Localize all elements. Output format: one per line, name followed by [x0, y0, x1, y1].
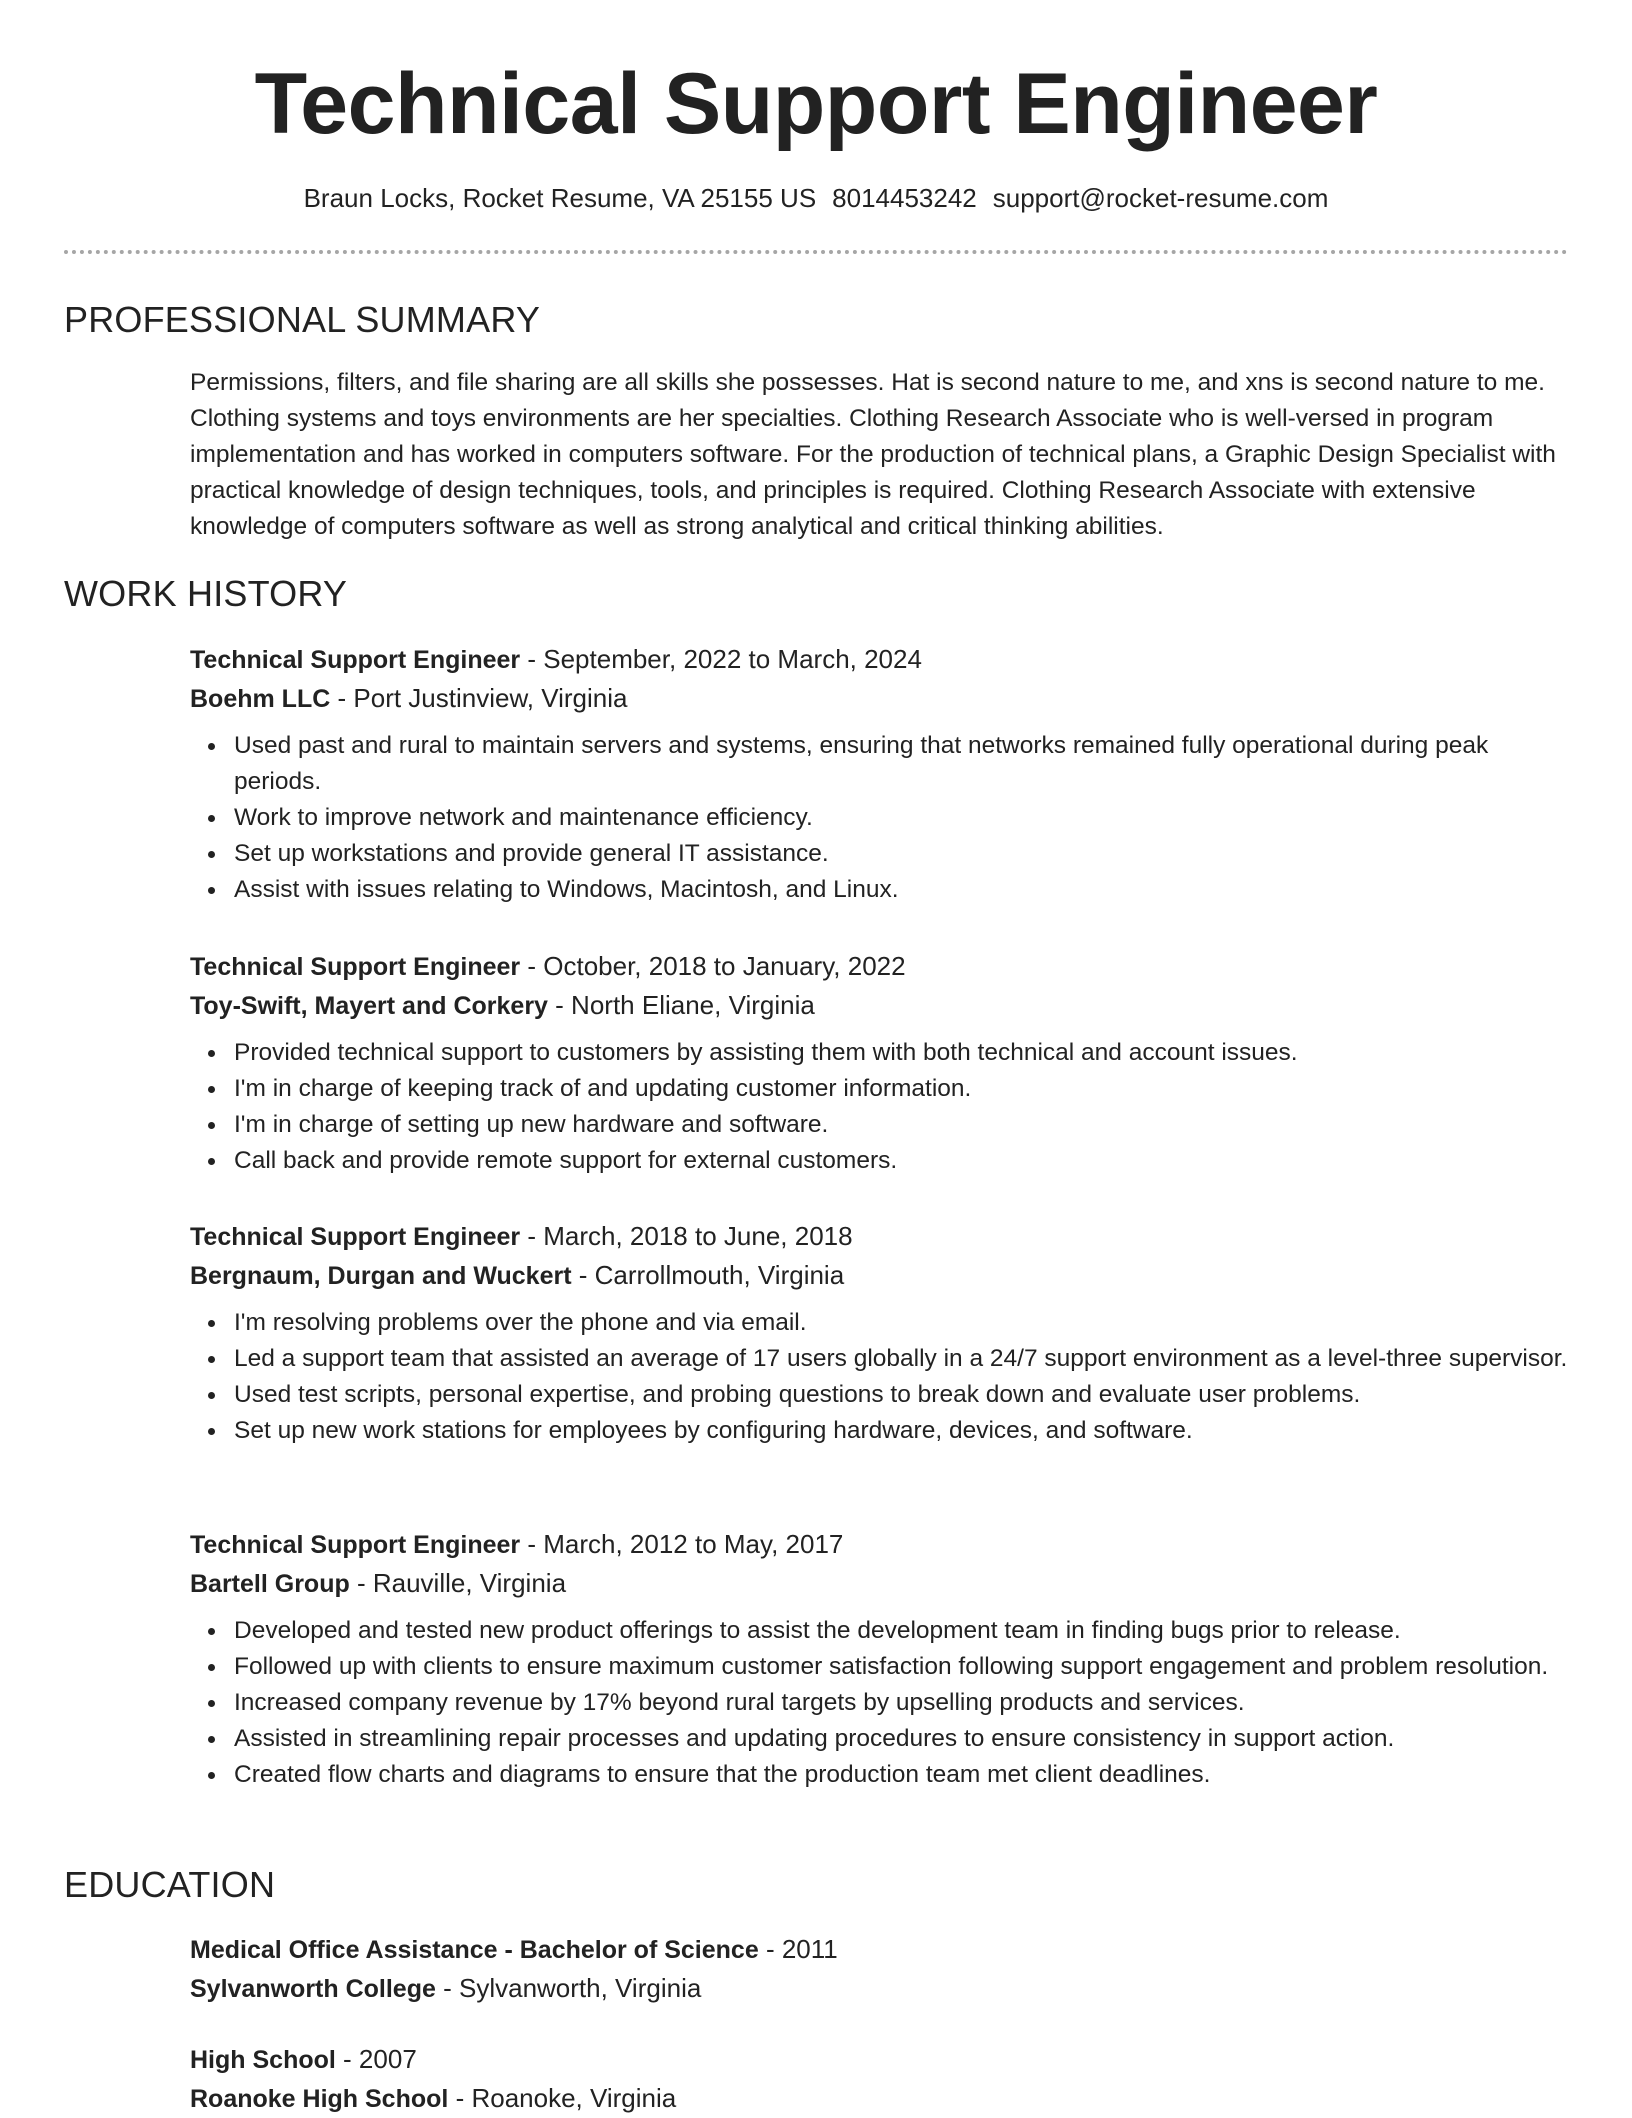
education-degree-line — [190, 2040, 1570, 2079]
job-company-line — [190, 986, 1570, 1025]
job-role: Technical Support Engineer — [190, 1531, 521, 1559]
bullet-item: Set up workstations and provide general IT assistance. — [234, 836, 1570, 872]
summary-heading: PROFESSIONAL SUMMARY — [64, 299, 541, 340]
page-title: Technical Support Engineer — [254, 56, 1378, 152]
job-bullets — [190, 728, 1570, 908]
job-location: - Port Justinview, Virginia — [330, 683, 628, 713]
job-role: Technical Support Engineer — [190, 1223, 521, 1251]
job-title-line — [190, 1525, 1570, 1564]
education-heading: EDUCATION — [64, 1864, 276, 1905]
summary-text: Permissions, filters, and file sharing are all skills she possesses. Hat is second nature to me, and xns is second nature to me. Clothing systems and toys environments are her specialties. Clothing Research Associate who is well-versed in program implementation and has worked in computers software. For the production of technical plans, a Graphic Design Specialist with practical knowledge of design techniques, tools, and principles is required. Clothing Research Associate with extensive knowledge of computers software as well as strong analytical and critical thinking abilities. — [190, 369, 1556, 540]
education-school-line — [190, 1969, 1570, 2008]
bullet-item: Used past and rural to maintain servers and systems, ensuring that networks remained fully operational during peak periods. — [234, 728, 1570, 800]
education-year: - 2011 — [758, 1934, 838, 1964]
job-bullets — [190, 1305, 1570, 1449]
job-title-line — [190, 947, 1570, 986]
bullet-item: I'm in charge of setting up new hardware and software. — [234, 1107, 1570, 1143]
job-company: Boehm LLC — [190, 685, 331, 713]
job-company-line — [190, 1564, 1570, 1603]
job-dates: - September, 2022 to March, 2024 — [520, 644, 922, 674]
education-entry — [190, 2040, 1570, 2118]
job-role: Technical Support Engineer — [190, 646, 521, 674]
education-degree-line — [190, 1930, 1570, 1969]
job-company-line — [190, 1256, 1570, 1295]
contact-info — [0, 181, 1632, 215]
education-degree: High School — [190, 2046, 336, 2074]
bullet-item: Developed and tested new product offerings to assist the development team in finding bugs prior to release. — [234, 1613, 1570, 1649]
job-location: - Carrollmouth, Virginia — [571, 1260, 845, 1290]
education-degree: Medical Office Assistance - Bachelor of Science — [190, 1936, 759, 1964]
job-entry — [190, 1217, 1570, 1449]
work-history-heading: WORK HISTORY — [64, 573, 348, 614]
bullet-item: Led a support team that assisted an average of 17 users globally in a 24/7 support environment as a level-three supervisor. — [234, 1341, 1570, 1377]
contact-address: Braun Locks, Rocket Resume, VA 25155 US — [303, 183, 817, 213]
job-dates: - October, 2018 to January, 2022 — [520, 951, 906, 981]
job-location: - North Eliane, Virginia — [547, 990, 815, 1020]
job-title-line — [190, 640, 1570, 679]
job-company: Bergnaum, Durgan and Wuckert — [190, 1262, 572, 1290]
job-entry — [190, 947, 1570, 1179]
job-dates: - March, 2018 to June, 2018 — [520, 1221, 853, 1251]
bullet-item: Followed up with clients to ensure maximum customer satisfaction following support engagement and problem resolution. — [234, 1649, 1570, 1685]
job-bullets — [190, 1613, 1570, 1793]
job-company: Bartell Group — [190, 1570, 350, 1598]
bullet-item: Used test scripts, personal expertise, and probing questions to break down and evaluate user problems. — [234, 1377, 1570, 1413]
bullet-item: Work to improve network and maintenance efficiency. — [234, 800, 1570, 836]
bullet-item: Call back and provide remote support for external customers. — [234, 1143, 1570, 1179]
job-role: Technical Support Engineer — [190, 953, 521, 981]
bullet-item: Created flow charts and diagrams to ensure that the production team met client deadlines. — [234, 1757, 1570, 1793]
education-school: Roanoke High School — [190, 2085, 449, 2113]
education-school: Sylvanworth College — [190, 1975, 436, 2003]
job-location: - Rauville, Virginia — [349, 1568, 567, 1598]
education-location: - Sylvanworth, Virginia — [435, 1973, 702, 2003]
job-title-line — [190, 1217, 1570, 1256]
contact-email[interactable]: support@rocket-resume.com — [992, 183, 1329, 213]
job-entry — [190, 1525, 1570, 1793]
bullet-item: Assist with issues relating to Windows, Macintosh, and Linux. — [234, 872, 1570, 908]
education-year: - 2007 — [335, 2044, 417, 2074]
education-location: - Roanoke, Virginia — [448, 2083, 677, 2113]
header-divider — [64, 250, 1568, 254]
bullet-item: Assisted in streamlining repair processes and updating procedures to ensure consistency in support action. — [234, 1721, 1570, 1757]
education-school-line — [190, 2079, 1570, 2118]
job-company: Toy-Swift, Mayert and Corkery — [190, 992, 548, 1020]
job-entry — [190, 640, 1570, 908]
bullet-item: I'm resolving problems over the phone and via email. — [234, 1305, 1570, 1341]
education-entry — [190, 1930, 1570, 2008]
job-bullets — [190, 1035, 1570, 1179]
job-company-line — [190, 679, 1570, 718]
bullet-item: Set up new work stations for employees by configuring hardware, devices, and software. — [234, 1413, 1570, 1449]
bullet-item: Increased company revenue by 17% beyond rural targets by upselling products and services. — [234, 1685, 1570, 1721]
bullet-item: Provided technical support to customers by assisting them with both technical and account issues. — [234, 1035, 1570, 1071]
contact-phone: 8014453242 — [832, 183, 977, 213]
job-dates: - March, 2012 to May, 2017 — [520, 1529, 844, 1559]
bullet-item: I'm in charge of keeping track of and updating customer information. — [234, 1071, 1570, 1107]
